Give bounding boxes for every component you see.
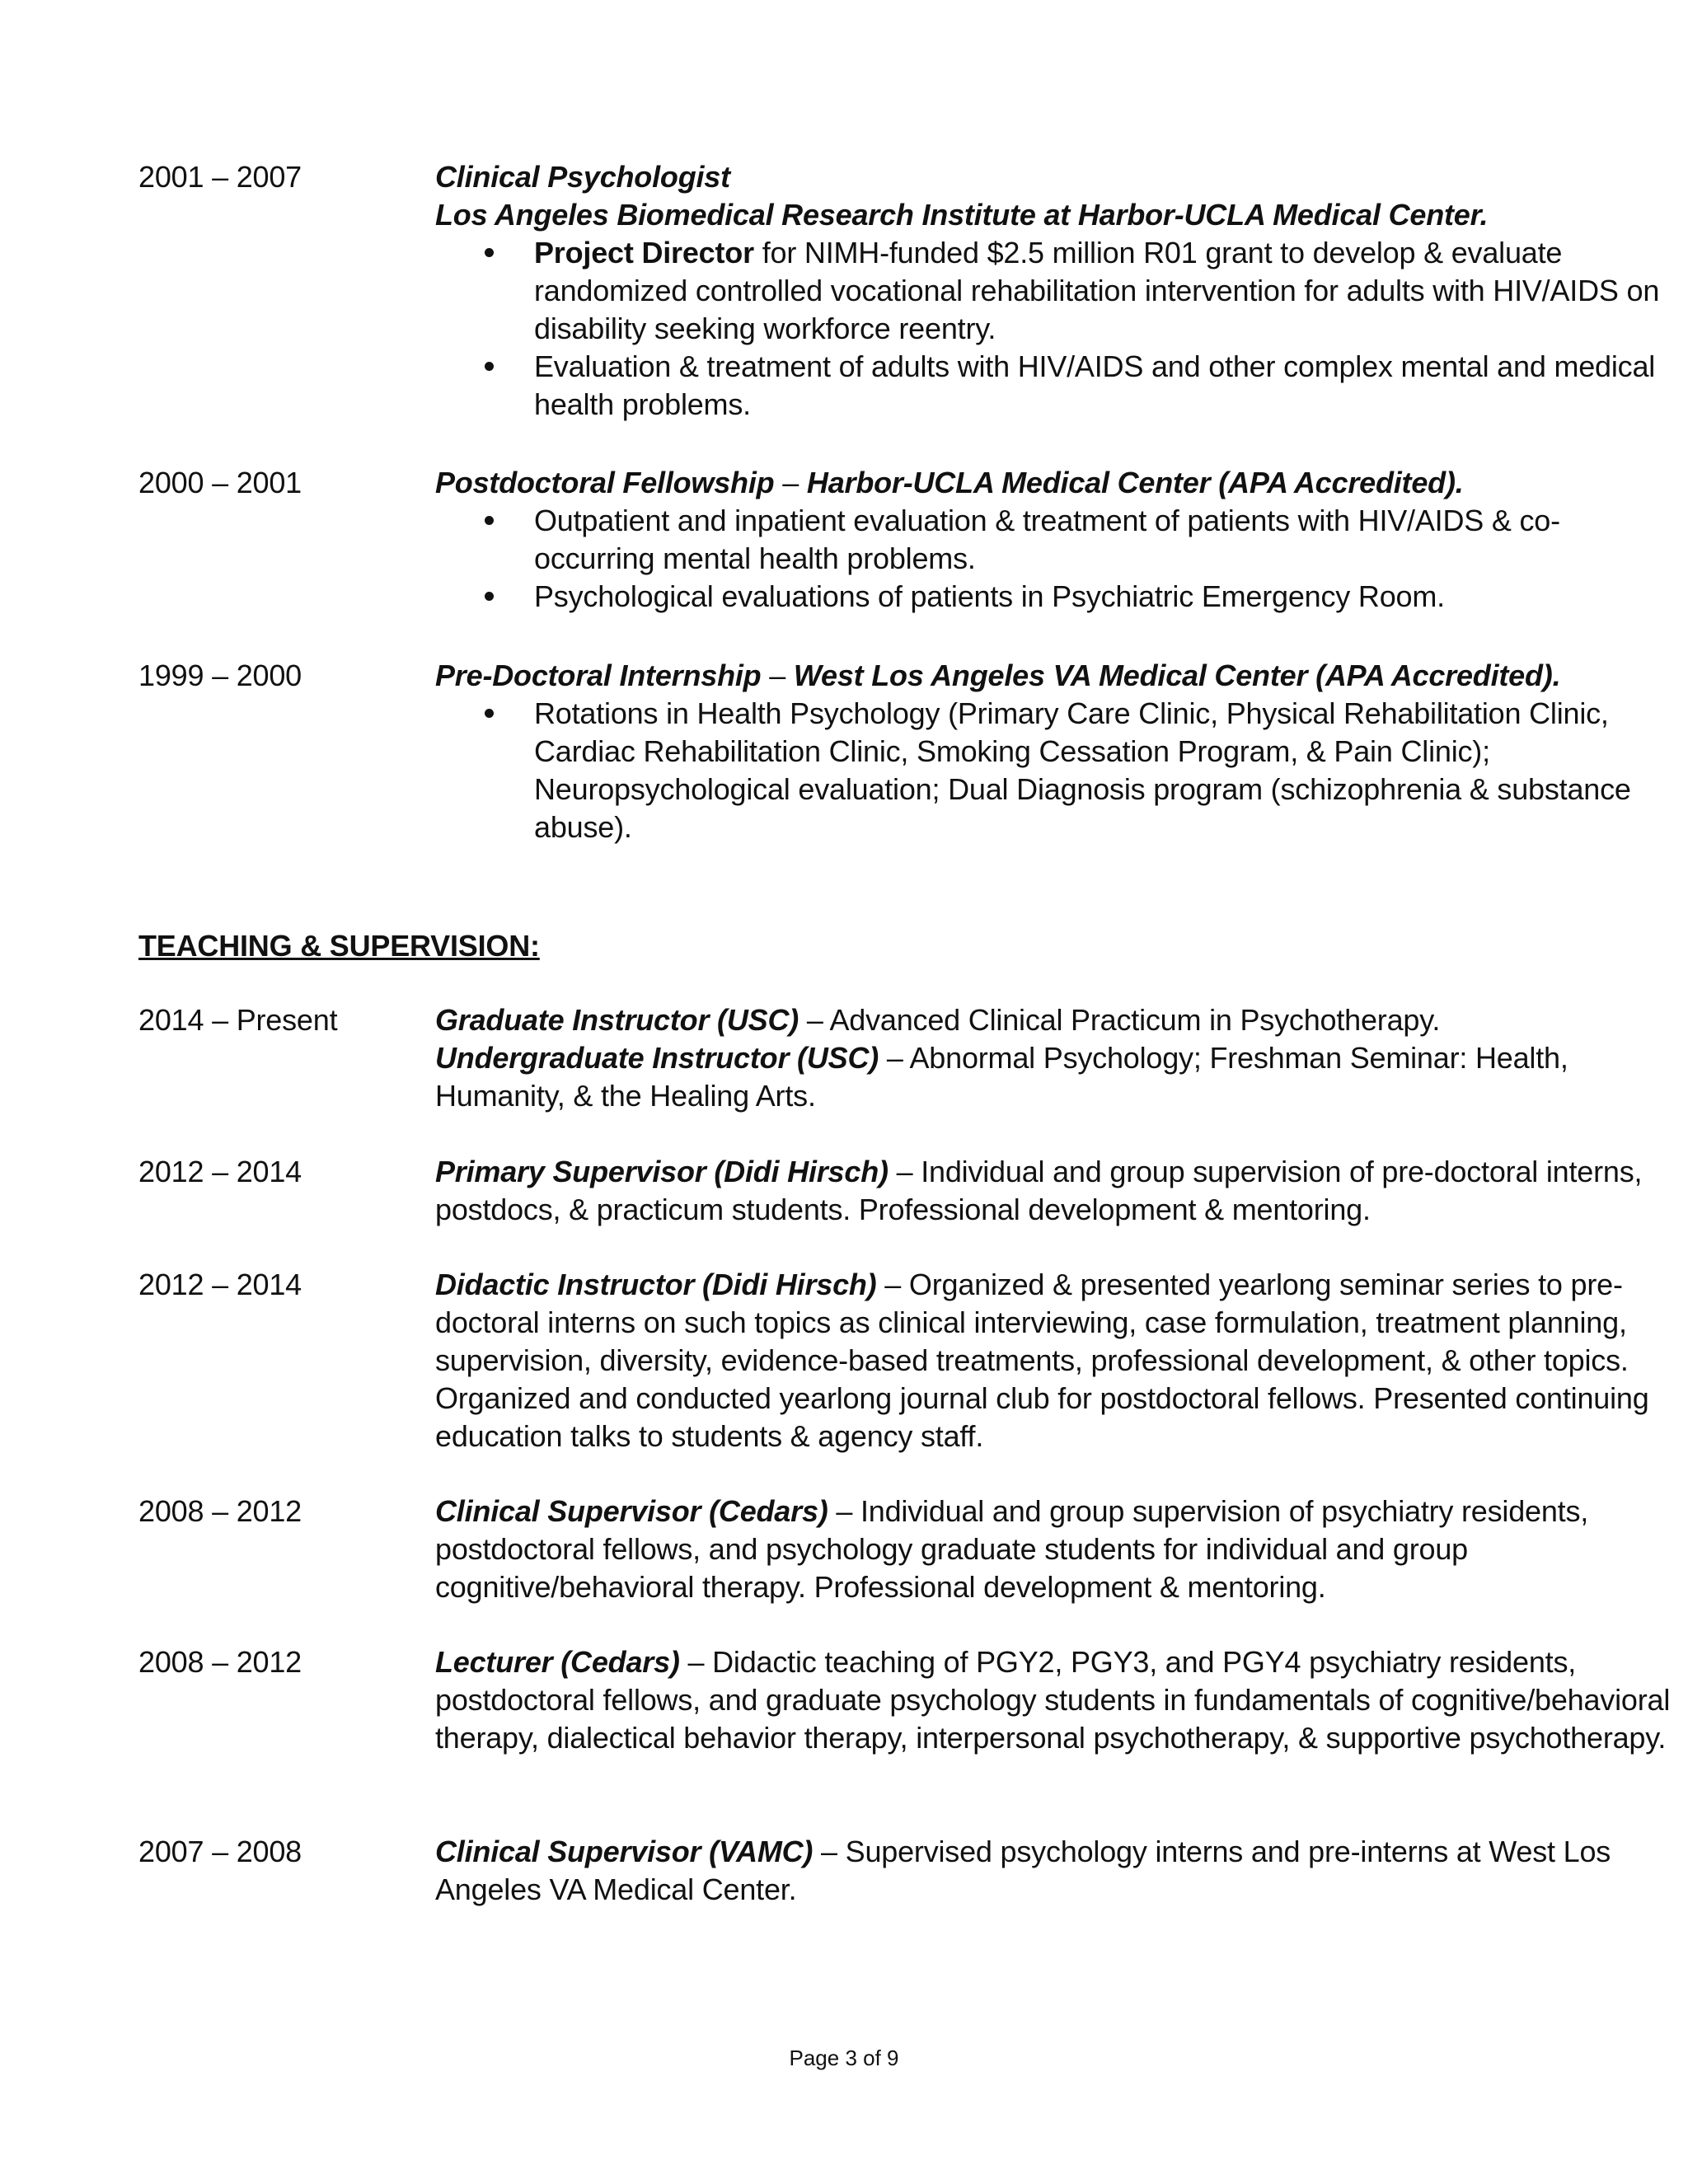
entry-dates: 2000 – 2001 [138, 466, 302, 499]
teaching-role: Graduate Instructor (USC) [435, 1003, 799, 1037]
entry-body [435, 1266, 1672, 1455]
teaching-text: – Individual and group supervision of pre-doctoral interns, postdocs, & practicum students. Professional development & mentoring. [435, 1155, 1643, 1226]
bullet-icon [485, 362, 494, 371]
bullet-icon [485, 709, 494, 718]
teaching-item [435, 1833, 1672, 1909]
entry-role: Postdoctoral Fellowship [435, 466, 775, 499]
bullet-list [435, 695, 1672, 846]
teaching-role: Clinical Supervisor (Cedars) [435, 1494, 828, 1528]
entry-body [435, 1493, 1672, 1606]
entry-dates: 2001 – 2007 [138, 160, 302, 194]
bullet-text: Evaluation & treatment of adults with HIV/AIDS and other complex mental and medical health problems. [534, 349, 1656, 421]
entry-separator: – [761, 658, 794, 692]
entry-dates: 1999 – 2000 [138, 658, 302, 692]
teaching-role: Lecturer (Cedars) [435, 1645, 680, 1679]
entry-body [435, 1643, 1672, 1757]
teaching-text: – Supervised psychology interns and pre-interns at West Los Angeles VA Medical Center. [435, 1835, 1611, 1906]
bullet-text: for NIMH-funded $2.5 million R01 grant to develop & evaluate randomized controlled vocational rehabilitation intervention for adults with HIV/AIDS on disability seeking workforce reentry. [534, 236, 1660, 345]
entry-body [435, 1153, 1672, 1229]
bullet-item [435, 695, 1672, 846]
teaching-text: – Advanced Clinical Practicum in Psychotherapy. [799, 1003, 1441, 1037]
bullet-list [435, 502, 1672, 616]
teaching-item [435, 1493, 1672, 1606]
teaching-text: – Individual and group supervision of psychiatry residents, postdoctoral fellows, and psychology graduate students for individual and group cognitive/behavioral therapy. Professional development & mentoring. [435, 1494, 1589, 1604]
entry-heading [435, 657, 1672, 695]
teaching-text: – Didactic teaching of PGY2, PGY3, and PGY4 psychiatry residents, postdoctoral fellows, and graduate psychology students in fundamentals of cognitive/behavioral therapy, dialectical behavior therapy, interpersonal psychotherapy, & supportive psychotherapy. [435, 1645, 1671, 1755]
bullet-text: Rotations in Health Psychology (Primary Care Clinic, Physical Rehabilitation Clinic, Cardiac Rehabilitation Clinic, Smoking Cessation Program, & Pain Clinic); Neuropsychological evaluation; Dual Diagnosis program (schizophrenia & substance abuse). [534, 696, 1631, 844]
entry-heading [435, 464, 1672, 502]
entry-dates: 2008 – 2012 [138, 1645, 302, 1679]
bullet-icon [485, 248, 494, 257]
entry-separator: – [774, 466, 807, 499]
entry-dates: 2012 – 2014 [138, 1268, 302, 1301]
entry-dates: 2008 – 2012 [138, 1494, 302, 1528]
bullet-icon [485, 516, 494, 525]
entry-body [435, 1833, 1672, 1909]
teaching-text: – Organized & presented yearlong seminar series to pre-doctoral interns on such topics as clinical interviewing, case formulation, treatment planning, supervision, diversity, evidence-based treatments, professional development, & other topics. Organized and conducted yearlong journal club for postdoctoral fellows. Presented continuing education talks to students & agency staff. [435, 1268, 1649, 1453]
entry-body [435, 158, 1672, 424]
bullet-item [435, 502, 1672, 578]
bullet-item [435, 234, 1672, 348]
teaching-item [435, 1153, 1672, 1229]
section-heading: TEACHING & SUPERVISION: [138, 929, 540, 963]
bullet-item [435, 578, 1672, 616]
bullet-text: Psychological evaluations of patients in Psychiatric Emergency Room. [534, 579, 1445, 613]
page-number: Page 3 of 9 [789, 2046, 899, 2070]
entry-dates: 2014 – Present [138, 1003, 338, 1037]
teaching-role: Didactic Instructor (Didi Hirsch) [435, 1268, 877, 1301]
teaching-role: Undergraduate Instructor (USC) [435, 1041, 879, 1075]
bullet-item [435, 348, 1672, 424]
teaching-role: Clinical Supervisor (VAMC) [435, 1835, 814, 1868]
entry-body [435, 1001, 1672, 1115]
entry-body [435, 657, 1672, 846]
teaching-role: Primary Supervisor (Didi Hirsch) [435, 1155, 889, 1188]
entry-dates: 2007 – 2008 [138, 1835, 302, 1868]
bullet-list [435, 234, 1672, 424]
teaching-item [435, 1643, 1672, 1757]
bullet-icon [485, 592, 494, 601]
entry-dates: 2012 – 2014 [138, 1155, 302, 1188]
bullet-lead: Project Director [534, 236, 754, 269]
entry-organization: Los Angeles Biomedical Research Institute at Harbor-UCLA Medical Center. [435, 198, 1489, 232]
teaching-text: – Abnormal Psychology; Freshman Seminar: Health, Humanity, & the Healing Arts. [435, 1041, 1568, 1113]
entry-organization: West Los Angeles VA Medical Center (APA Accredited). [793, 658, 1561, 692]
teaching-item [435, 1266, 1672, 1455]
entry-role: Pre-Doctoral Internship [435, 658, 762, 692]
entry-body [435, 464, 1672, 616]
entry-organization: Harbor-UCLA Medical Center (APA Accredited). [806, 466, 1464, 499]
teaching-item [435, 1039, 1672, 1115]
teaching-item [435, 1001, 1672, 1039]
bullet-text: Outpatient and inpatient evaluation & treatment of patients with HIV/AIDS & co-occurring mental health problems. [534, 504, 1560, 575]
entry-title: Clinical Psychologist [435, 160, 730, 194]
